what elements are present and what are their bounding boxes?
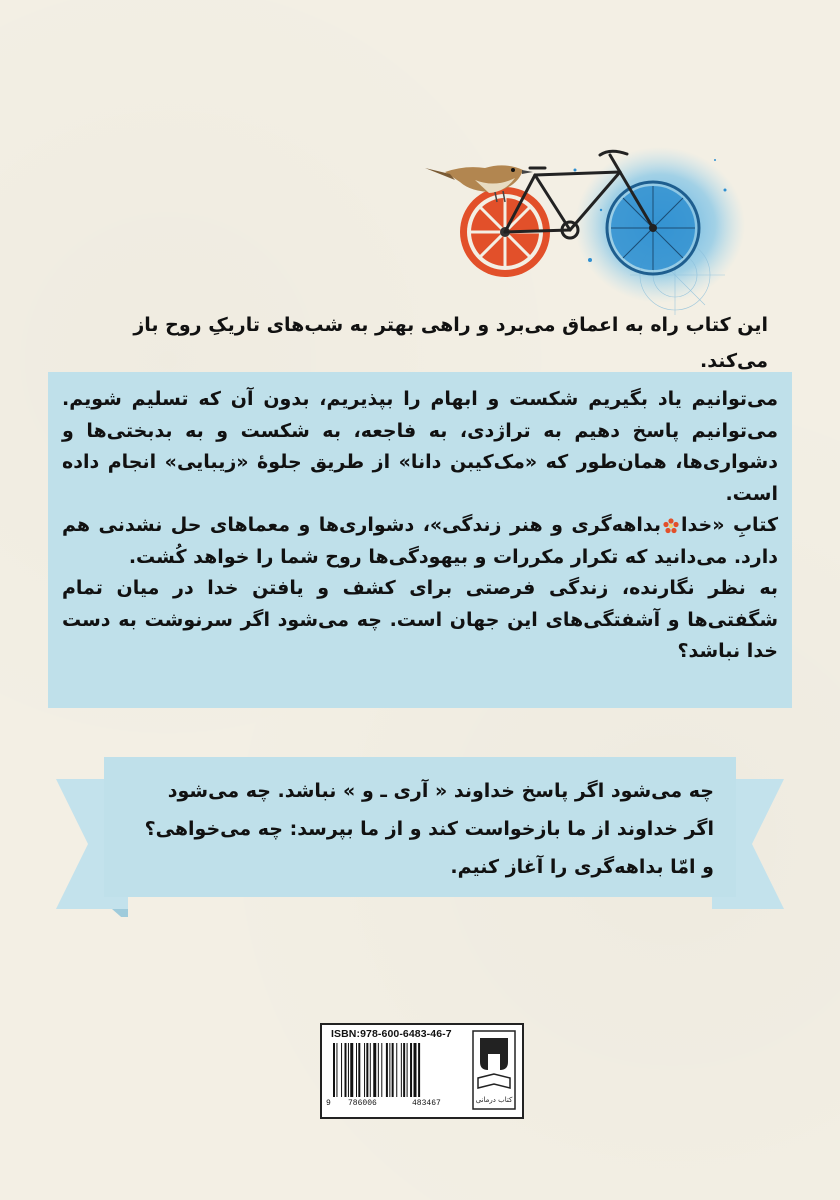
publisher-name: کتاب درمانی: [475, 1096, 513, 1104]
barcode-bar: [345, 1043, 347, 1097]
barcode-bar: [378, 1043, 379, 1097]
barcode-bar: [403, 1043, 405, 1097]
barcode-bar: [350, 1043, 353, 1097]
barcode-bar: [333, 1043, 335, 1097]
ribbon-line-3: و امّا بداهه‌گری را آغاز کنیم.: [450, 856, 714, 878]
barcode-bar: [414, 1043, 417, 1097]
isbn-label: ISBN:978-600-6483-46-7: [331, 1028, 452, 1040]
barcode-bar: [366, 1043, 368, 1097]
ribbon-line-2: اگر خداوند از ما بازخواست کند و از ما بپرسد: چه می‌خواهی؟: [144, 818, 714, 840]
barcode-bar: [341, 1043, 342, 1097]
barcode-bar: [370, 1043, 371, 1097]
tagline: این کتاب راه به اعماق می‌برد و راهی بهتر به شب‌های تاریکِ روح باز می‌کند.: [133, 314, 768, 372]
barcode-bar: [373, 1043, 376, 1097]
barcode-group-2: 483467: [412, 1099, 441, 1108]
barcode-bar: [356, 1043, 357, 1097]
paragraph-3: به نظر نگارنده، زندگی فرصتی برای کشف و یافتن خدا در میان تمام شگفتی‌ها و آشفتگی‌های این جهان است. چه می‌شود اگر سرنوشت به دست خدا نباشد؟: [62, 577, 778, 662]
main-text: [62, 384, 778, 668]
barcode-bar: [336, 1043, 337, 1097]
publisher-logo-icon: [470, 1028, 518, 1112]
bicycle-bird-illustration: [405, 130, 745, 315]
paragraph-2: [62, 510, 778, 573]
barcode-bar: [418, 1043, 420, 1097]
ribbon-text: [128, 772, 714, 886]
paragraph-2-start: کتابِ «خدا: [681, 514, 778, 536]
barcode-bar: [401, 1043, 402, 1097]
ribbon-line-1: چه می‌شود اگر پاسخ خداوند « آری ـ و » نباشد. چه می‌شود: [167, 780, 714, 802]
barcode-bar: [348, 1043, 349, 1097]
barcode-group-1: 786006: [348, 1099, 377, 1108]
barcode-bar: [396, 1043, 397, 1097]
barcode-bar: [381, 1043, 382, 1097]
paragraph-2-end: بداهه‌گری و هنر زندگی»، دشواری‌ها و معماهای حل نشدنی هم دارد. می‌دانید که تکرار مکررات و بیهودگی‌ها روح شما را خواهد کُشت.: [62, 514, 778, 568]
barcode-bar: [389, 1043, 390, 1097]
barcode-bars: [333, 1043, 465, 1100]
barcode-bar: [392, 1043, 394, 1097]
barcode-bar: [407, 1043, 408, 1097]
barcode-digit-left: 9: [326, 1099, 331, 1108]
barcode-bar: [386, 1043, 388, 1097]
paragraph-1: می‌توانیم یاد بگیریم شکست و ابهام را بپذیریم، بدون آن که تسلیم شویم. می‌توانیم پاسخ دهیم به تراژدی، به فاجعه، به شکست و به بدبختی‌ها و دشواری‌ها، همان‌طور که «مک‌کیبن دانا» از طریق جلوهٔ «زیبایی» انجام داده است.: [62, 388, 778, 505]
barcode-bar: [410, 1043, 412, 1097]
publisher-logo: [470, 1028, 518, 1112]
barcode-bar: [364, 1043, 365, 1097]
flower-icon: [663, 518, 679, 534]
barcode-bar: [358, 1043, 360, 1097]
